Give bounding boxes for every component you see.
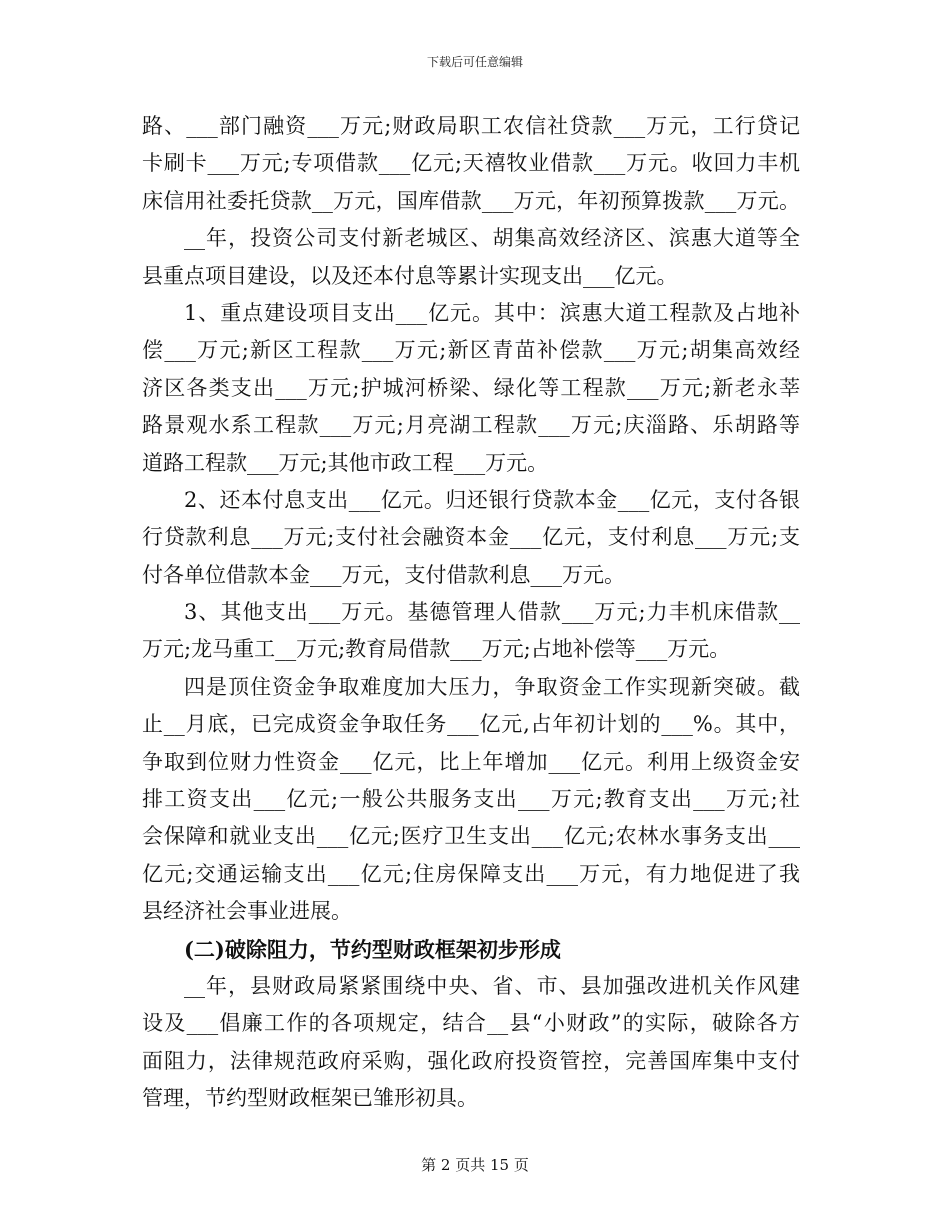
body-line: 管理，节约型财政框架已雏形初具。: [142, 1086, 478, 1111]
body-line: 床信用社委托贷款__万元，国库借款___万元，年初预算拨款___万元。: [142, 188, 800, 213]
body-line: 排工资支出___亿元;一般公共服务支出___万元;教育支出___万元;社: [142, 787, 800, 812]
body-line: 争取到位财力性资金___亿元，比上年增加___亿元。利用上级资金安: [142, 749, 800, 774]
body-line: 路、___部门融资___万元;财政局职工农信社贷款___万元，工行贷记: [142, 114, 800, 138]
paragraph: [142, 669, 800, 931]
body-line: 路景观水系工程款___万元;月亮湖工程款___万元;庆淄路、乐胡路等: [142, 413, 800, 438]
page-number-footer: 第 2 页共 15 页: [421, 1156, 529, 1174]
body-line: 1、重点建设项目支出___亿元。其中：滨惠大道工程款及占地补: [184, 300, 800, 325]
paragraph: [142, 482, 800, 594]
body-line: 济区各类支出___万元;护城河桥梁、绿化等工程款___万元;新老永莘: [142, 375, 800, 400]
body-line: 行贷款利息___万元;支付社会融资本金___亿元，支付利息___万元;支: [142, 525, 800, 550]
body-line: 四是顶住资金争取难度加大压力，争取资金工作实现新突破。截: [184, 674, 800, 699]
paragraph: [142, 220, 800, 295]
body-line: 面阻力，法律规范政府采购，强化政府投资管控，完善国库集中支付: [142, 1048, 800, 1073]
document-body: [142, 108, 800, 1118]
body-line: 道路工程款___万元;其他市政工程___万元。: [142, 450, 549, 475]
body-line: 卡刷卡___万元;专项借款___亿元;天禧牧业借款___万元。收回力丰机: [142, 151, 800, 176]
section-heading: (二)破除阻力，节约型财政框架初步形成: [184, 936, 561, 962]
paragraph: [142, 594, 800, 669]
body-line: 3、其他支出___万元。基德管理人借款___万元;力丰机床借款__: [184, 600, 800, 625]
page-header-note: 下载后可任意编辑: [426, 55, 523, 69]
body-line: 2、还本付息支出___亿元。归还银行贷款本金___亿元，支付各银: [184, 487, 800, 512]
body-line: 偿___万元;新区工程款___万元;新区青苗补偿款___万元;胡集高效经: [142, 338, 800, 363]
body-line: __年，投资公司支付新老城区、胡集高效经济区、滨惠大道等全: [184, 226, 800, 251]
body-line: 亿元;交通运输支出___亿元;住房保障支出___万元，有力地促进了我: [142, 861, 800, 886]
body-line: __年，县财政局紧紧围绕中央、省、市、县加强改进机关作风建: [184, 973, 800, 998]
body-line: 县重点项目建设，以及还本付息等累计实现支出___亿元。: [142, 263, 678, 288]
paragraph: [142, 108, 800, 220]
body-line: 付各单位借款本金___万元，支付借款利息___万元。: [142, 562, 625, 587]
body-line: 县经济社会事业进展。: [142, 899, 352, 924]
body-line: 设及___倡廉工作的各项规定，结合__县“小财政”的实际，破除各方: [142, 1011, 800, 1036]
body-line: 止__月底，已完成资金争取任务___亿元,占年初计划的___%。其中，: [142, 712, 800, 737]
paragraph: [142, 968, 800, 1118]
body-line: 会保障和就业支出___亿元;医疗卫生支出___亿元;农林水事务支出___: [142, 824, 800, 849]
paragraph: [142, 295, 800, 482]
body-line: 万元;龙马重工__万元;教育局借款___万元;占地补偿等___万元。: [142, 637, 731, 662]
